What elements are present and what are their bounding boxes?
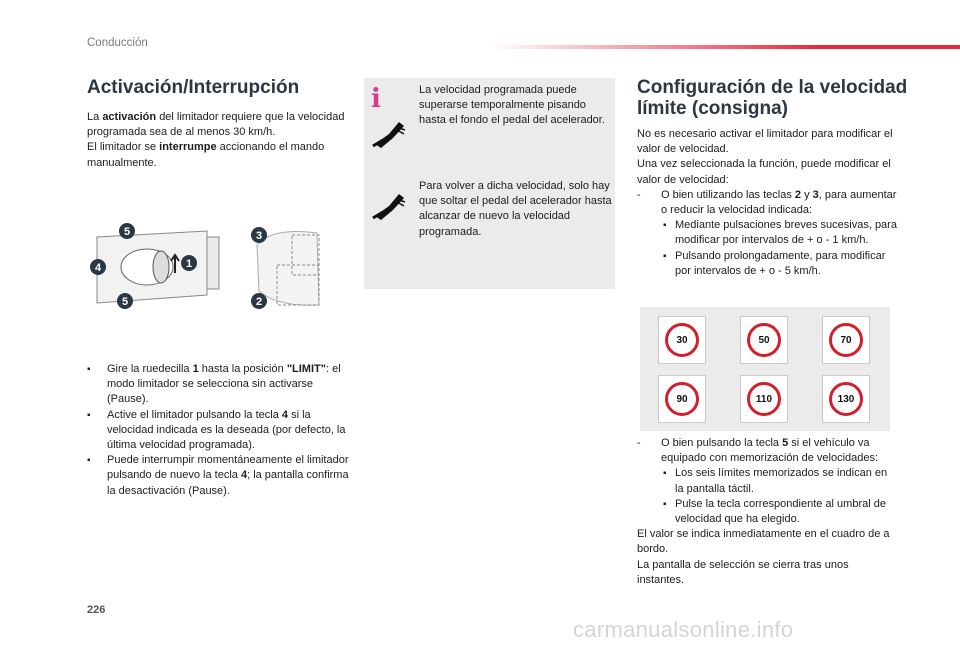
step-item: ▪ Active el limitador pulsando la tecla 4 si la velocidad indicada es la deseada (por defecto, la última velocidad programada). xyxy=(87,408,346,452)
section-header: Conducción xyxy=(87,37,148,49)
speed-sign-50: 50 xyxy=(740,316,788,364)
bullet-icon: ▪ xyxy=(87,409,91,421)
option-sub-item: ▪ Los seis límites memorizados se indican en la pantalla táctil. xyxy=(663,467,888,495)
config-instructions-memory: - O bien pulsando la tecla 5 si el vehículo va equipado con memorización de velocidades: ▪ Los seis límites memorizados se indican en la pantalla táctil. ▪ Pulse la tecla correspondiente al umbral de velocidad que ha elegido. El valor se indica inmediatamente en el cuadro de a bordo. La pantalla de selección se cierra tras unos instantes. xyxy=(637,436,897,588)
info-text-return: Para volver a dicha velocidad, solo hay que soltar el pedal del acelerador hasta alcanzar de nuevo la velocidad programada. xyxy=(419,180,612,238)
activation-title: Activación/Interrupción xyxy=(87,77,300,98)
svg-text:3: 3 xyxy=(255,230,263,242)
speed-sign-90: 90 xyxy=(658,375,706,423)
badge-5-bottom xyxy=(117,293,133,309)
speed-sign-30: 30 xyxy=(658,316,706,364)
steering-control-diagram xyxy=(87,215,357,325)
option-sub-item: ▪ Mediante pulsaciones breves sucesivas, para modificar por intervalos de + o - 1 km/h. xyxy=(663,219,897,247)
step-item: ▪ Gire la ruedecilla 1 hasta la posición "LIMIT": el modo limitador se selecciona sin activarse (Pause). xyxy=(87,363,341,406)
badge-5-top xyxy=(119,223,135,239)
header-accent-bar xyxy=(490,45,960,49)
speed-sign-70: 70 xyxy=(822,316,870,364)
badge-1 xyxy=(181,255,197,271)
speed-sign-110: 110 xyxy=(740,375,788,423)
bullet-icon: ▪ xyxy=(663,220,667,232)
bullet-icon: ▪ xyxy=(663,250,667,262)
bullet-icon: ▪ xyxy=(663,498,667,510)
svg-text:5: 5 xyxy=(123,226,131,238)
option-memory: - O bien pulsando la tecla 5 si el vehículo va equipado con memorización de velocidades: xyxy=(637,437,879,465)
config-instructions: No es necesario activar el limitador para modificar el valor de velocidad. Una vez seleccionada la función, puede modificar el valor de velocidad: - O bien utilizando las teclas 2 y 3, para aumentar o reducir la velocidad indicada: ▪ Mediante pulsaciones breves sucesivas, para modificar por intervalos de + o - 1 km/h. ▪ Pulsando prolongadamente, para modificar por intervalos de + o - 5 km/h. xyxy=(637,127,897,279)
step-item: ▪ Puede interrumpir momentáneamente el limitador pulsando de nuevo la tecla 4; la pantalla confirma la desactivación (Pause). xyxy=(87,454,349,497)
activation-steps xyxy=(87,362,352,499)
option-sub-item: ▪ Pulsando prolongadamente, para modificar por intervalos de + o - 5 km/h. xyxy=(663,249,886,277)
bullet-icon: ▪ xyxy=(663,468,667,480)
info-icon: i xyxy=(371,84,381,114)
page-number: 226 xyxy=(87,604,106,616)
config-title: Configuración de la velocidad límite (consigna) xyxy=(637,77,908,119)
speed-signs-panel xyxy=(640,307,890,431)
svg-text:4: 4 xyxy=(94,262,102,274)
watermark: carmanualsonline.info xyxy=(573,617,794,642)
bullet-icon: ▪ xyxy=(87,364,91,375)
badge-2 xyxy=(251,293,267,309)
activation-intro: La activación del limitador requiere que la velocidad programada sea de al menos 30 km/h. El limitador se interrumpe accionando el mando manualmente. xyxy=(87,111,345,169)
foot-pedal-release-icon xyxy=(371,188,407,222)
option-keys: - O bien utilizando las teclas 2 y 3, para aumentar o reducir la velocidad indicada: xyxy=(637,188,897,217)
bullet-icon: ▪ xyxy=(87,455,91,467)
svg-text:5: 5 xyxy=(121,296,129,308)
svg-text:2: 2 xyxy=(255,296,263,308)
foot-pedal-press-icon xyxy=(371,116,407,150)
badge-4 xyxy=(90,259,106,275)
svg-text:1: 1 xyxy=(185,258,193,270)
speed-sign-130: 130 xyxy=(822,375,870,423)
badge-3 xyxy=(251,227,267,243)
info-text-overspeed: La velocidad programada puede superarse temporalmente pisando hasta el fondo el pedal del acelerador. xyxy=(419,84,605,127)
option-sub-item: ▪ Pulse la tecla correspondiente al umbral de velocidad que ha elegido. xyxy=(663,497,886,526)
